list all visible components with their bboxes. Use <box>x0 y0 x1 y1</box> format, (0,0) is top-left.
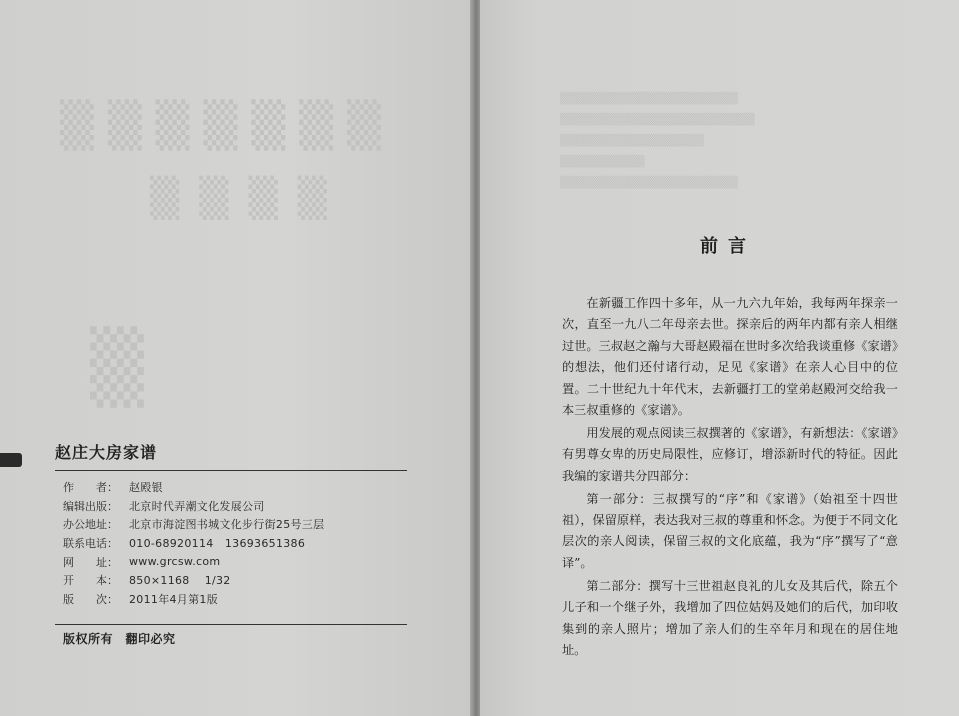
paragraph: 用发展的观点阅读三叔撰著的《家谱》，有新想法：《家谱》有男尊女卑的历史局限性，应修订，增添新时代的特征。因此我编的家谱共分四部分： <box>562 425 898 483</box>
info-label: 网 址： <box>63 555 118 569</box>
copyright-notice: 版权所有 翻印必究 <box>63 632 176 646</box>
book-title: 赵庄大房家谱 <box>55 443 158 462</box>
divider-bottom <box>55 624 407 625</box>
info-label: 编辑出版： <box>63 499 118 513</box>
info-label: 作 者： <box>63 481 118 495</box>
info-label: 办公地址： <box>63 518 118 532</box>
info-label: 版 次： <box>63 592 118 606</box>
preface-body <box>562 293 898 663</box>
info-value: 2011年4月第1版 <box>129 592 218 606</box>
info-value: 北京时代弄潮文化发展公司 <box>129 499 265 513</box>
info-label: 开 本： <box>63 574 118 588</box>
bleed-through-mark: ▒▒▒▒▒▒▒ <box>60 100 395 151</box>
info-row-website <box>63 552 403 571</box>
paragraph: 在新疆工作四十多年，从一九六九年始，我每两年探亲一次，直至一九八二年母亲去世。探亲后的两年内都有亲人相继过世。三叔赵之瀚与大哥赵殿福在世时多次给我谈重修《家谱》的想法，他们还付诸行动，足见《家谱》在亲人心目中的位置。二十世纪九十年代末，去新疆打工的堂弟赵殿河交给我一本三叔重修的《家谱》。 <box>562 296 898 418</box>
bookmark-ribbon <box>0 453 22 467</box>
info-value: 北京市海淀图书城文化步行街25号三层 <box>129 518 325 532</box>
bleed-through-mark: ▒▒▒▒ <box>150 175 347 220</box>
info-value: 850×1168 1/32 <box>129 574 231 588</box>
publication-info <box>63 478 403 608</box>
left-page <box>0 0 472 716</box>
paragraph: 第二部分：撰写十三世祖赵良礼的儿女及其后代，除五个儿子和一个继子外，我增加了四位姑妈及她们的后代，加印收集到的亲人照片；增加了亲人们的生卒年月和现在的居住地址。 <box>562 578 898 657</box>
info-row-phone <box>63 534 403 553</box>
info-value: 赵殿银 <box>129 481 163 495</box>
paragraph: 第一部分：三叔撰写的“序”和《家谱》（始祖至十四世祖），保留原样，表达我对三叔的尊重和怀念。为便于不同文化层次的亲人阅读，保留三叔的文化底蕴，我为“序”撰写了“意译”。 <box>562 491 898 570</box>
divider-top <box>55 470 407 471</box>
info-row-address <box>63 515 403 534</box>
info-row-publisher <box>63 497 403 516</box>
info-value: 010-68920114 13693651386 <box>129 537 306 551</box>
info-row-author <box>63 478 403 497</box>
info-value: www.grcsw.com <box>129 555 221 569</box>
info-label: 联系电话： <box>63 537 118 551</box>
bleed-through-mark: ▒ <box>90 325 144 408</box>
page-heading: 前言 <box>700 236 756 257</box>
bleed-through-text: ▒▒▒▒▒▒▒▒▒▒▒▒▒▒▒▒▒▒▒▒▒ ▒▒▒▒▒▒▒▒▒▒▒▒▒▒▒▒▒▒▒▒▒▒▒ ▒▒▒▒▒▒▒▒▒▒▒▒▒▒▒▒▒ ▒▒▒▒▒▒▒▒▒▒ ▒▒▒▒▒▒▒▒▒▒▒▒▒▒▒▒▒▒▒▒▒ <box>560 92 755 189</box>
info-row-format <box>63 571 403 590</box>
info-row-edition <box>63 590 403 609</box>
